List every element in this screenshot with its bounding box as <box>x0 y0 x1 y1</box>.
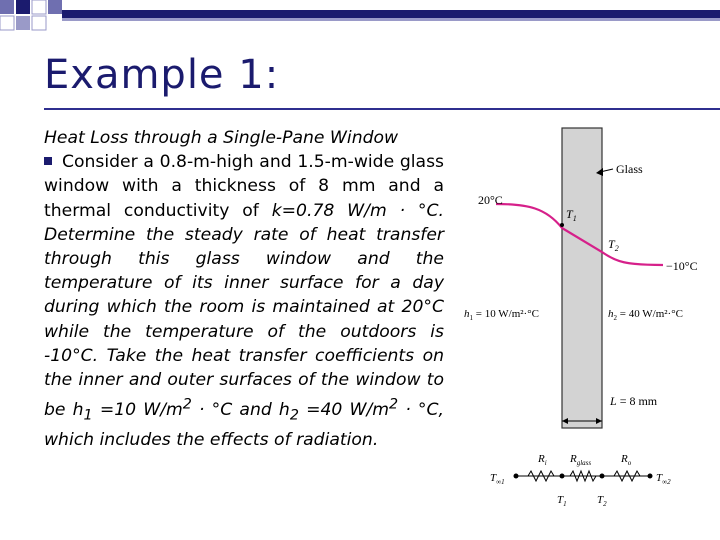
t2-surface-label: $T_2$ <box>608 237 619 253</box>
ro-label: $R_o$ <box>621 453 632 467</box>
problem-text-italic <box>44 201 444 450</box>
slide-title: Example 1: <box>44 52 280 98</box>
h2-subscript: 2 <box>289 407 299 424</box>
node-t2 <box>600 474 605 479</box>
h1-superscript: 2 <box>182 396 192 413</box>
window-diagram <box>458 124 720 540</box>
h2-symbol: h <box>278 399 290 420</box>
tinf2-label: $T_{\infty 2}$ <box>656 472 671 486</box>
node-tinf2 <box>648 474 653 479</box>
t-inside-label: 20°C <box>478 193 503 207</box>
problem-text-italic-body: k=0.78 W/m · °C. Determine the steady rate of heat transfer through this glass window and the temperature of its inner surface for a day during which the room is maintained at 20°C while the temperature of the outdoors is -10°C. Take the heat transfer coefficients on the inner and outer surfaces of the window to be <box>44 200 444 420</box>
rglass-label: $R_{glass}$ <box>570 453 592 467</box>
h2-value: =40 W/m <box>298 399 390 420</box>
thickness-label: L = 8 mm <box>610 394 658 408</box>
problem-heading: Heat Loss through a Single-Pane Window <box>44 128 399 148</box>
t1-surface-label: $T_1$ <box>566 207 577 223</box>
node-tinf1 <box>514 474 519 479</box>
node-t1 <box>560 474 565 479</box>
h2-label: $h_2 = 40$ W/m²·°C <box>608 308 683 322</box>
h1-label: $h_1 = 10$ W/m²·°C <box>464 308 539 322</box>
decorative-header-squares <box>0 0 720 40</box>
h2-superscript: 2 <box>389 396 399 413</box>
ri-label: $R_i$ <box>538 453 547 467</box>
glass-label: Glass <box>616 162 643 176</box>
t1-point <box>560 223 564 227</box>
title-divider <box>44 108 720 110</box>
h2-unit: · °C, which includes the effects of radiation. <box>44 399 444 450</box>
h1-value: =10 W/m <box>92 399 183 420</box>
h1-unit: · °C and <box>191 399 279 420</box>
bullet-icon <box>44 157 52 165</box>
node-t1-label: $T_1$ <box>557 494 567 508</box>
tinf1-label: $T_{\infty 1}$ <box>490 472 505 486</box>
h1-subscript: 1 <box>83 407 93 424</box>
problem-text: Consider a 0.8-m-high and 1.5-m-wide glass window with a thickness of 8 mm and a thermal conductivity of <box>44 152 444 221</box>
h1-symbol: h <box>72 399 84 420</box>
node-t2-label: $T_2$ <box>597 494 607 508</box>
t-outside-label: −10°C <box>666 259 698 273</box>
problem-statement <box>44 126 444 452</box>
